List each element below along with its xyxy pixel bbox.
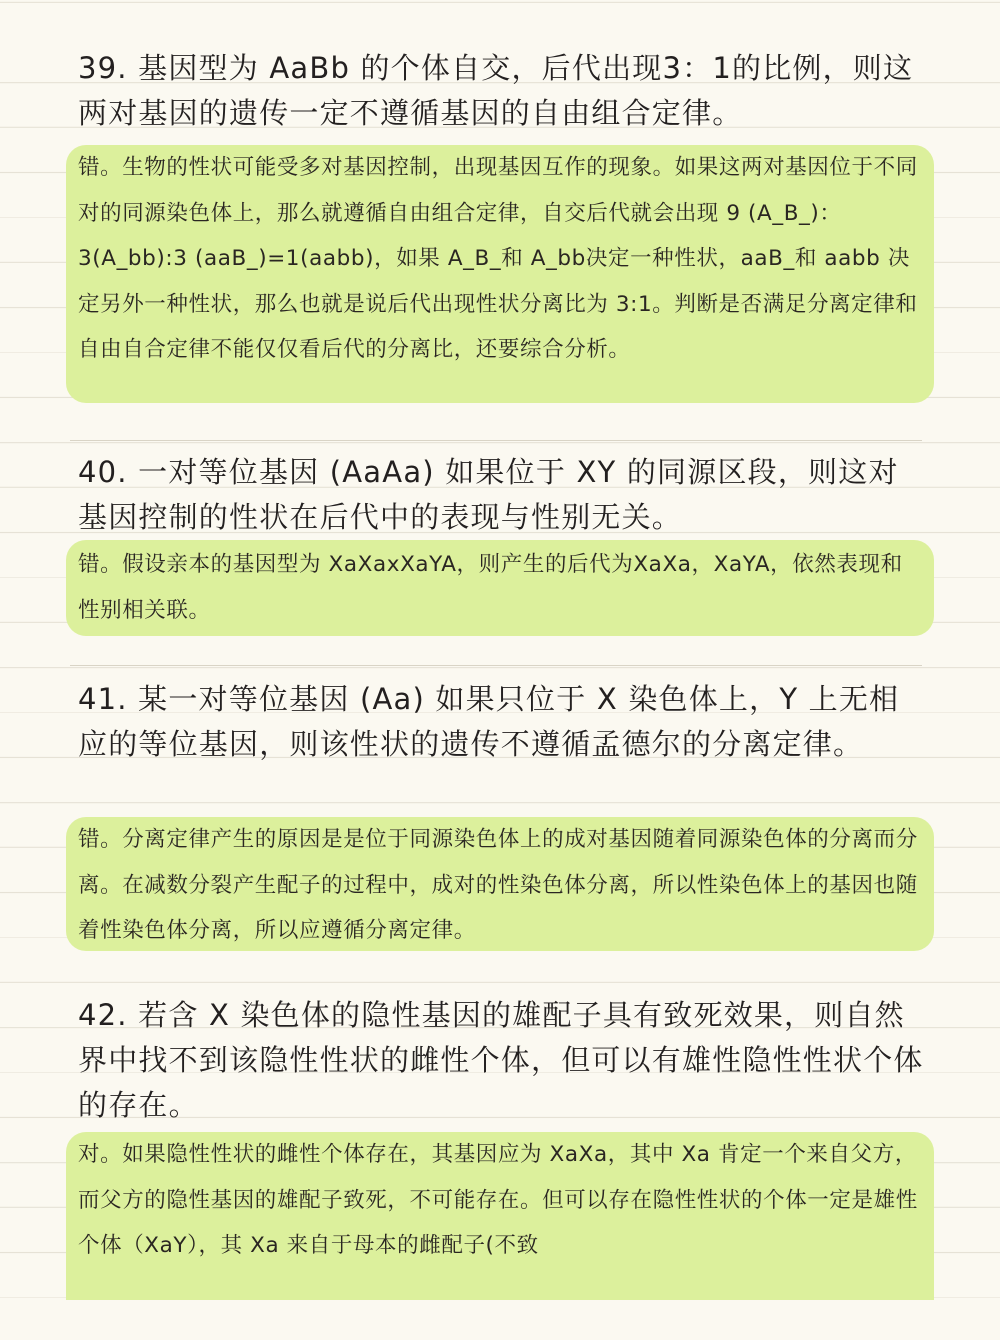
section-divider: [70, 665, 922, 666]
answer-42-text: 对。如果隐性性状的雌性个体存在，其基因应为 XaXa，其中 Xa 肯定一个来自父方，而父方的隐性基因的雄配子致死，不可能存在。但可以存在隐性性状的个体一定是雄性个体（XaY），其 Xa 来自于母本的雌配子(不致: [78, 1142, 918, 1258]
answer-40-text: 错。假设亲本的基因型为 XaXaxXaYA，则产生的后代为XaXa，XaYA，依然表现和性别相关联。: [78, 552, 903, 623]
answer-40-highlight: [66, 540, 934, 636]
answer-41-text: 错。分离定律产生的原因是是位于同源染色体上的成对基因随着同源染色体的分离而分离。在减数分裂产生配子的过程中，成对的性染色体分离，所以性染色体上的基因也随着性染色体分离，所以应遵循分离定律。: [78, 827, 918, 943]
question-41: 41. 某一对等位基因 (Aa) 如果只位于 X 染色体上，Y 上无相应的等位基因，则该性状的遗传不遵循孟德尔的分离定律。: [78, 682, 900, 761]
answer-39-highlight: [66, 145, 934, 403]
question-40: 40. 一对等位基因 (AaAa) 如果位于 XY 的同源区段，则这对基因控制的性状在后代中的表现与性别无关。: [78, 455, 899, 534]
section-divider: [70, 440, 922, 441]
question-42: 42. 若含 X 染色体的隐性基因的雄配子具有致死效果，则自然界中找不到该隐性性状的雌性个体，但可以有雄性隐性性状个体的存在。: [78, 998, 924, 1122]
answer-39-text: 错。生物的性状可能受多对基因控制，出现基因互作的现象。如果这两对基因位于不同对的同源染色体上，那么就遵循自由组合定律，自交后代就会出现 9 (A_B_)：3(A_bb):3 (aaB_)=1(aabb)，如果 A_B_和 A_bb决定一种性状，aaB_和 aabb 决定另外一种性状，那么也就是说后代出现性状分离比为 3:1。判断是否满足分离定律和自由自合定律不能仅仅看后代的分离比，还要综合分析。: [78, 155, 918, 362]
answer-42-highlight: [66, 1132, 934, 1300]
question-39: 39. 基因型为 AaBb 的个体自交，后代出现3：1的比例，则这两对基因的遗传一定不遵循基因的自由组合定律。: [78, 51, 914, 130]
answer-41-highlight: [66, 817, 934, 951]
page-bottom-margin: [0, 1300, 1000, 1340]
